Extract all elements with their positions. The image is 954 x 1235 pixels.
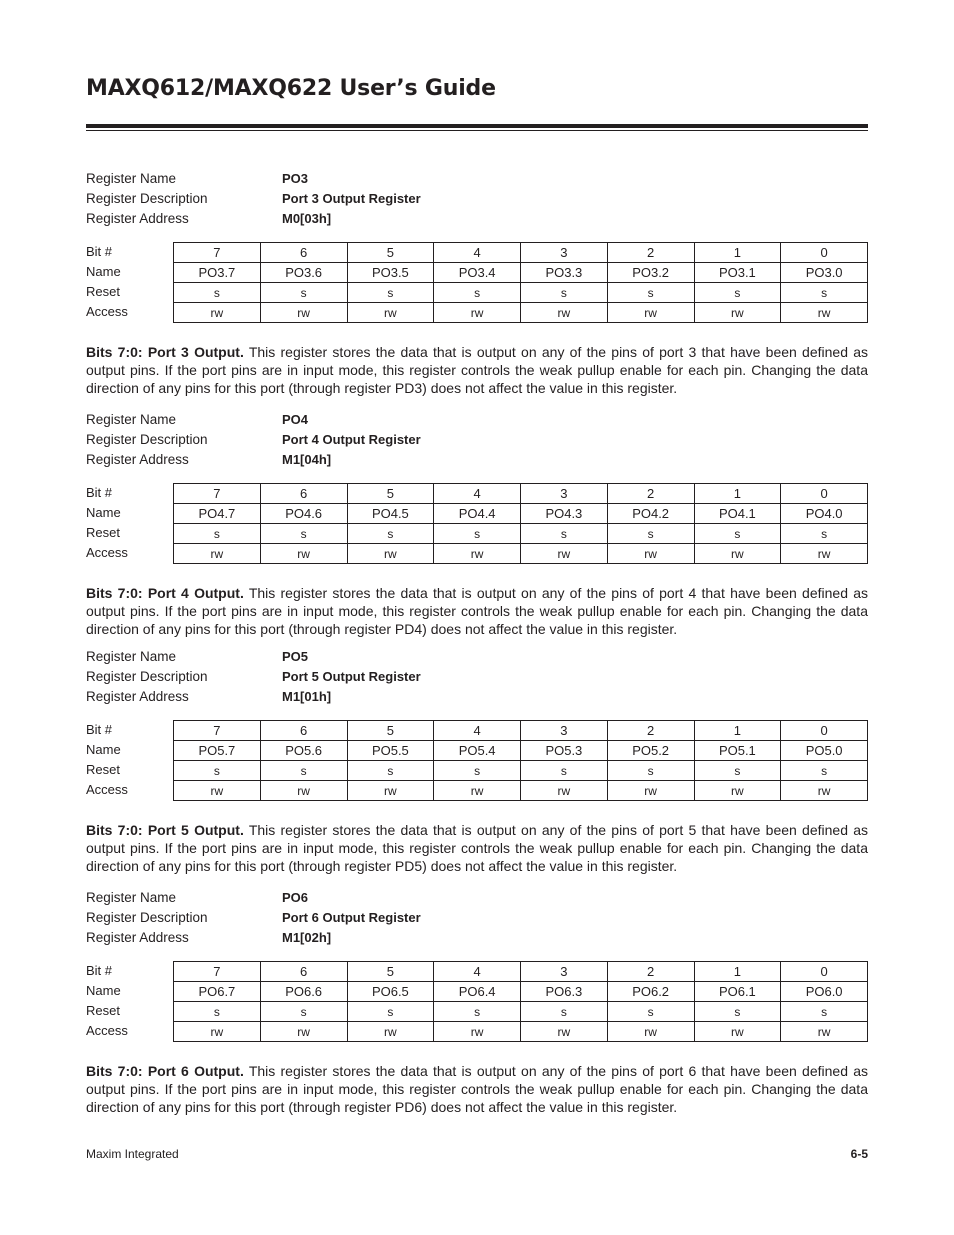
- access-value-cell: rw: [521, 1022, 608, 1042]
- bit-number-cell: 4: [434, 484, 521, 504]
- bit-number-cell: 4: [434, 721, 521, 741]
- reset-value-cell: s: [174, 761, 261, 781]
- bit-name-cell: PO5.7: [174, 741, 261, 761]
- bit-number-cell: 3: [521, 484, 608, 504]
- bit-number-cell: 6: [260, 243, 347, 263]
- bit-table-row: [174, 263, 868, 283]
- bit-name-cell: PO4.6: [260, 504, 347, 524]
- bit-number-cell: 4: [434, 243, 521, 263]
- reset-value-cell: s: [260, 761, 347, 781]
- reset-value-cell: s: [607, 283, 694, 303]
- reset-value-cell: s: [521, 283, 608, 303]
- bit-name-cell: PO3.5: [347, 263, 434, 283]
- register-description-value: Port 3 Output Register: [282, 191, 421, 206]
- bit-name-cell: PO4.5: [347, 504, 434, 524]
- bit-name-cell: PO5.5: [347, 741, 434, 761]
- access-value-cell: rw: [781, 1022, 868, 1042]
- reset-value-cell: s: [781, 1002, 868, 1022]
- bit-table: [173, 720, 868, 801]
- register-description-label: Register Description: [86, 432, 208, 447]
- register-meta: [86, 410, 868, 470]
- register-name-value: PO4: [282, 412, 309, 427]
- access-value-cell: rw: [781, 303, 868, 323]
- bit-name-cell: PO5.2: [607, 741, 694, 761]
- access-value-cell: rw: [174, 303, 261, 323]
- bit-number-cell: 5: [347, 484, 434, 504]
- access-value-cell: rw: [607, 303, 694, 323]
- reset-value-cell: s: [781, 761, 868, 781]
- bit-name-cell: PO5.6: [260, 741, 347, 761]
- bit-map: [86, 961, 868, 1041]
- reset-row-label: Reset: [86, 284, 120, 299]
- bit-name-cell: PO3.7: [174, 263, 261, 283]
- bit-table-row: [174, 761, 868, 781]
- register-address-value: M1[04h]: [282, 452, 332, 467]
- reset-value-cell: s: [347, 761, 434, 781]
- reset-value-cell: s: [694, 524, 781, 544]
- access-value-cell: rw: [347, 781, 434, 801]
- register-address-label: Register Address: [86, 452, 189, 467]
- access-value-cell: rw: [174, 1022, 261, 1042]
- access-value-cell: rw: [174, 544, 261, 564]
- bit-name-cell: PO5.1: [694, 741, 781, 761]
- bit-name-cell: PO4.0: [781, 504, 868, 524]
- name-row-label: Name: [86, 983, 121, 998]
- register-description-label: Register Description: [86, 910, 208, 925]
- bit-number-cell: 7: [174, 484, 261, 504]
- bit-number-cell: 2: [607, 721, 694, 741]
- reset-value-cell: s: [521, 761, 608, 781]
- reset-row-label: Reset: [86, 762, 120, 777]
- register-meta: [86, 169, 868, 229]
- bit-name-cell: PO4.1: [694, 504, 781, 524]
- bit-number-cell: 5: [347, 721, 434, 741]
- reset-value-cell: s: [174, 283, 261, 303]
- reset-value-cell: s: [347, 524, 434, 544]
- access-value-cell: rw: [607, 781, 694, 801]
- description-text: This register stores the data that is output on any of the pins of port 3 that have been defined as output pins. If the port pins are in input mode, this register controls the weak pullup enable for each pin. Changing the data direction of any pins for this port (through register PD3) does not affect the value in this register.: [86, 344, 869, 396]
- access-value-cell: rw: [607, 544, 694, 564]
- bit-table-row: [174, 741, 868, 761]
- register-address-value: M1[02h]: [282, 930, 332, 945]
- register-name-label: Register Name: [86, 412, 177, 427]
- description-heading: Bits 7:0: Port 3 Output.: [86, 344, 244, 360]
- bit-table: [173, 483, 868, 564]
- description-heading: Bits 7:0: Port 5 Output.: [86, 822, 244, 838]
- bit-number-cell: 1: [694, 484, 781, 504]
- bit-number-cell: 3: [521, 243, 608, 263]
- reset-row-label: Reset: [86, 525, 120, 540]
- access-value-cell: rw: [781, 781, 868, 801]
- bit-number-cell: 0: [781, 721, 868, 741]
- register-name-value: PO6: [282, 890, 309, 905]
- bit-number-cell: 5: [347, 243, 434, 263]
- header-rule-thin: [86, 130, 868, 131]
- bit-table-row: [174, 524, 868, 544]
- access-value-cell: rw: [260, 544, 347, 564]
- register-description-value: Port 6 Output Register: [282, 910, 421, 925]
- access-row-label: Access: [86, 545, 128, 560]
- register-address-value: M0[03h]: [282, 211, 332, 226]
- reset-value-cell: s: [174, 524, 261, 544]
- register-name-value: PO3: [282, 171, 309, 186]
- bit-number-cell: 2: [607, 484, 694, 504]
- bit-name-cell: PO6.0: [781, 982, 868, 1002]
- register-meta: [86, 888, 868, 948]
- access-value-cell: rw: [434, 303, 521, 323]
- register-description-value: Port 4 Output Register: [282, 432, 421, 447]
- reset-value-cell: s: [260, 283, 347, 303]
- register-name-label: Register Name: [86, 649, 177, 664]
- reset-value-cell: s: [434, 1002, 521, 1022]
- footer-page-number: 6-5: [850, 1147, 868, 1161]
- bit-table-row: [174, 504, 868, 524]
- bit-name-cell: PO3.2: [607, 263, 694, 283]
- bit-number-cell: 1: [694, 721, 781, 741]
- register-description-paragraph: [86, 821, 868, 875]
- reset-value-cell: s: [521, 524, 608, 544]
- description-text: This register stores the data that is output on any of the pins of port 6 that have been defined as output pins. If the port pins are in input mode, this register controls the weak pullup enable for each pin. Changing the data direction of any pins for this port (through register PD6) does not affect the value in this register.: [86, 1063, 869, 1115]
- bit-row-label: Bit #: [86, 485, 113, 500]
- bit-map: [86, 242, 868, 322]
- register-name-label: Register Name: [86, 890, 177, 905]
- bit-number-cell: 2: [607, 243, 694, 263]
- access-row-label: Access: [86, 1023, 128, 1038]
- bit-number-cell: 1: [694, 962, 781, 982]
- reset-value-cell: s: [434, 761, 521, 781]
- bit-table-row: [174, 721, 868, 741]
- bit-table-row: [174, 303, 868, 323]
- access-value-cell: rw: [521, 544, 608, 564]
- bit-number-cell: 3: [521, 721, 608, 741]
- access-value-cell: rw: [781, 544, 868, 564]
- page-title: MAXQ612/MAXQ622 User’s Guide: [86, 76, 496, 101]
- reset-value-cell: s: [607, 524, 694, 544]
- bit-number-cell: 3: [521, 962, 608, 982]
- description-text: This register stores the data that is output on any of the pins of port 5 that have been defined as output pins. If the port pins are in input mode, this register controls the weak pullup enable for each pin. Changing the data direction of any pins for this port (through register PD5) does not affect the value in this register.: [86, 822, 869, 874]
- access-value-cell: rw: [694, 1022, 781, 1042]
- bit-table-row: [174, 781, 868, 801]
- bit-name-cell: PO5.4: [434, 741, 521, 761]
- bit-table: [173, 961, 868, 1042]
- header-rule-thick: [86, 124, 868, 128]
- bit-table-row: [174, 982, 868, 1002]
- footer-company: Maxim Integrated: [86, 1147, 179, 1161]
- access-value-cell: rw: [347, 1022, 434, 1042]
- register-description-paragraph: [86, 1062, 868, 1116]
- access-row-label: Access: [86, 782, 128, 797]
- access-value-cell: rw: [694, 544, 781, 564]
- bit-number-cell: 0: [781, 243, 868, 263]
- bit-name-cell: PO6.3: [521, 982, 608, 1002]
- bit-name-cell: PO6.1: [694, 982, 781, 1002]
- register-description-label: Register Description: [86, 669, 208, 684]
- bit-table-row: [174, 962, 868, 982]
- bit-number-cell: 6: [260, 484, 347, 504]
- access-value-cell: rw: [347, 303, 434, 323]
- bit-map: [86, 483, 868, 563]
- bit-number-cell: 6: [260, 962, 347, 982]
- access-value-cell: rw: [260, 781, 347, 801]
- register-description-paragraph: [86, 584, 868, 638]
- access-value-cell: rw: [434, 781, 521, 801]
- register-address-label: Register Address: [86, 930, 189, 945]
- register-description-paragraph: [86, 343, 868, 397]
- bit-name-cell: PO5.0: [781, 741, 868, 761]
- register-address-label: Register Address: [86, 689, 189, 704]
- register-description-value: Port 5 Output Register: [282, 669, 421, 684]
- access-value-cell: rw: [607, 1022, 694, 1042]
- access-value-cell: rw: [434, 544, 521, 564]
- bit-number-cell: 0: [781, 484, 868, 504]
- name-row-label: Name: [86, 742, 121, 757]
- bit-name-cell: PO3.4: [434, 263, 521, 283]
- bit-number-cell: 2: [607, 962, 694, 982]
- bit-table-row: [174, 1002, 868, 1022]
- bit-number-cell: 7: [174, 962, 261, 982]
- register-name-value: PO5: [282, 649, 309, 664]
- reset-value-cell: s: [694, 761, 781, 781]
- reset-value-cell: s: [434, 524, 521, 544]
- register-po4: [86, 410, 868, 652]
- reset-value-cell: s: [607, 761, 694, 781]
- name-row-label: Name: [86, 264, 121, 279]
- bit-name-cell: PO6.2: [607, 982, 694, 1002]
- bit-name-cell: PO3.0: [781, 263, 868, 283]
- bit-name-cell: PO5.3: [521, 741, 608, 761]
- reset-value-cell: s: [521, 1002, 608, 1022]
- access-value-cell: rw: [260, 1022, 347, 1042]
- reset-value-cell: s: [260, 524, 347, 544]
- name-row-label: Name: [86, 505, 121, 520]
- description-heading: Bits 7:0: Port 6 Output.: [86, 1063, 244, 1079]
- bit-name-cell: PO3.6: [260, 263, 347, 283]
- access-value-cell: rw: [694, 781, 781, 801]
- access-row-label: Access: [86, 304, 128, 319]
- bit-name-cell: PO6.5: [347, 982, 434, 1002]
- bit-name-cell: PO3.1: [694, 263, 781, 283]
- bit-table-row: [174, 484, 868, 504]
- register-meta: [86, 647, 868, 707]
- bit-name-cell: PO3.3: [521, 263, 608, 283]
- access-value-cell: rw: [521, 781, 608, 801]
- bit-name-cell: PO4.2: [607, 504, 694, 524]
- register-description-label: Register Description: [86, 191, 208, 206]
- access-value-cell: rw: [260, 303, 347, 323]
- description-heading: Bits 7:0: Port 4 Output.: [86, 585, 244, 601]
- description-text: This register stores the data that is output on any of the pins of port 4 that have been defined as output pins. If the port pins are in input mode, this register controls the weak pullup enable for each pin. Changing the data direction of any pins for this port (through register PD4) does not affect the value in this register.: [86, 585, 869, 637]
- bit-row-label: Bit #: [86, 722, 113, 737]
- reset-value-cell: s: [347, 283, 434, 303]
- register-po3: [86, 169, 868, 411]
- bit-number-cell: 1: [694, 243, 781, 263]
- bit-number-cell: 4: [434, 962, 521, 982]
- reset-value-cell: s: [694, 1002, 781, 1022]
- bit-name-cell: PO6.7: [174, 982, 261, 1002]
- bit-name-cell: PO4.7: [174, 504, 261, 524]
- bit-table-row: [174, 283, 868, 303]
- bit-row-label: Bit #: [86, 963, 113, 978]
- bit-table-row: [174, 544, 868, 564]
- bit-name-cell: PO4.4: [434, 504, 521, 524]
- reset-value-cell: s: [781, 524, 868, 544]
- reset-value-cell: s: [347, 1002, 434, 1022]
- register-po5: [86, 647, 868, 889]
- bit-number-cell: 7: [174, 243, 261, 263]
- access-value-cell: rw: [521, 303, 608, 323]
- bit-name-cell: PO4.3: [521, 504, 608, 524]
- reset-row-label: Reset: [86, 1003, 120, 1018]
- bit-table-row: [174, 243, 868, 263]
- reset-value-cell: s: [434, 283, 521, 303]
- bit-row-label: Bit #: [86, 244, 113, 259]
- reset-value-cell: s: [174, 1002, 261, 1022]
- bit-map: [86, 720, 868, 800]
- register-address-label: Register Address: [86, 211, 189, 226]
- access-value-cell: rw: [434, 1022, 521, 1042]
- reset-value-cell: s: [607, 1002, 694, 1022]
- reset-value-cell: s: [260, 1002, 347, 1022]
- bit-number-cell: 5: [347, 962, 434, 982]
- access-value-cell: rw: [174, 781, 261, 801]
- register-address-value: M1[01h]: [282, 689, 332, 704]
- reset-value-cell: s: [781, 283, 868, 303]
- bit-name-cell: PO6.6: [260, 982, 347, 1002]
- access-value-cell: rw: [694, 303, 781, 323]
- bit-number-cell: 0: [781, 962, 868, 982]
- bit-table: [173, 242, 868, 323]
- reset-value-cell: s: [694, 283, 781, 303]
- bit-number-cell: 7: [174, 721, 261, 741]
- bit-number-cell: 6: [260, 721, 347, 741]
- register-po6: [86, 888, 868, 1130]
- bit-table-row: [174, 1022, 868, 1042]
- bit-name-cell: PO6.4: [434, 982, 521, 1002]
- register-name-label: Register Name: [86, 171, 177, 186]
- access-value-cell: rw: [347, 544, 434, 564]
